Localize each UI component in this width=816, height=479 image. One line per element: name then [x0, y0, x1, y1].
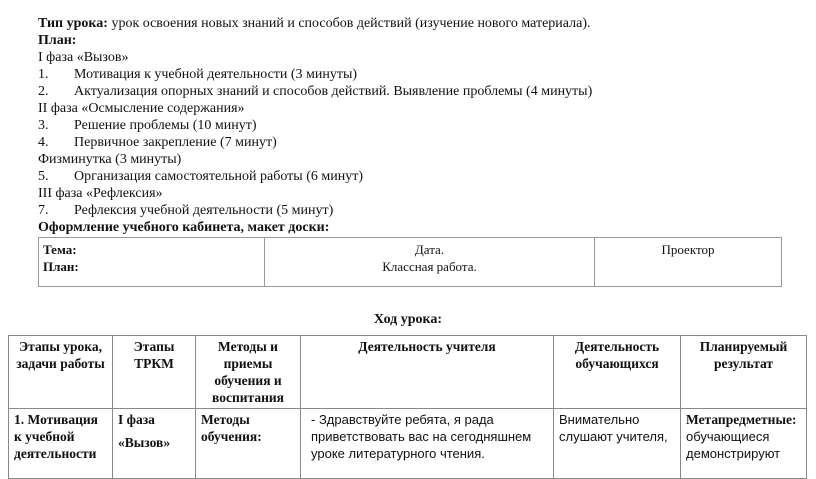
- table-header-row: [9, 336, 807, 409]
- plan-line: Физминутка (3 минуты): [38, 152, 182, 167]
- plan-line: I фаза «Вызов»: [38, 50, 129, 65]
- cell-teacher: - Здравствуйте ребята, я рада приветствовать вас на сегодняшнем уроке литературного чтения.: [301, 409, 554, 479]
- header-students: Деятельность обучающихся: [554, 336, 681, 409]
- plan-line: 4. Первичное закрепление (7 минут): [38, 135, 277, 150]
- board-layout: [38, 237, 782, 287]
- plan-line: II фаза «Осмысление содержания»: [38, 101, 245, 116]
- plan-line: 5. Организация самостоятельной работы (6 минут): [38, 169, 363, 184]
- plan-line: 7. Рефлексия учебной деятельности (5 минут): [38, 203, 334, 218]
- cell-trkm: I фаза «Вызов»: [113, 409, 196, 479]
- board-date: Дата.: [414, 242, 445, 257]
- lesson-heading: Ход урока:: [373, 312, 443, 327]
- board-topic: Тема:: [43, 242, 77, 257]
- cell-result: Метапредметные: обучающиеся демонстрируют: [681, 409, 807, 479]
- header-teacher: Деятельность учителя: [301, 336, 554, 409]
- header-methods: Методы и приемы обучения и воспитания: [196, 336, 301, 409]
- board-projector: Проектор: [661, 242, 715, 257]
- plan-label: План:: [38, 33, 77, 48]
- lesson-table: [8, 335, 807, 479]
- plan-line: 1. Мотивация к учебной деятельности (3 минуты): [38, 67, 358, 82]
- lesson-type-label: Тип урока:: [38, 16, 108, 31]
- board-left-cell: [39, 238, 265, 286]
- cell-students: Внимательно слушают учителя,: [554, 409, 681, 479]
- board-plan: План:: [43, 259, 79, 274]
- lesson-type: [38, 15, 590, 32]
- plan-line: 3. Решение проблемы (10 минут): [38, 118, 257, 133]
- header-stage: Этапы урока, задачи работы: [9, 336, 113, 409]
- cell-stage: 1. Мотивация к учебной деятельности: [9, 409, 113, 479]
- header-trkm: Этапы ТРКМ: [113, 336, 196, 409]
- board-heading: Оформление учебного кабинета, макет доски:: [38, 220, 330, 235]
- header-result: Планируемый результат: [681, 336, 807, 409]
- table-row: [9, 409, 807, 479]
- board-classwork: Классная работа.: [382, 259, 477, 274]
- cell-methods: Методы обучения:: [196, 409, 301, 479]
- plan-line: III фаза «Рефлексия»: [38, 186, 163, 201]
- board-right-cell: [595, 238, 781, 286]
- board-center-cell: [265, 238, 595, 286]
- plan-line: 2. Актуализация опорных знаний и способов действий. Выявление проблемы (4 минуты): [38, 84, 593, 99]
- lesson-type-value: урок освоения новых знаний и способов действий (изучение нового материала).: [111, 16, 591, 31]
